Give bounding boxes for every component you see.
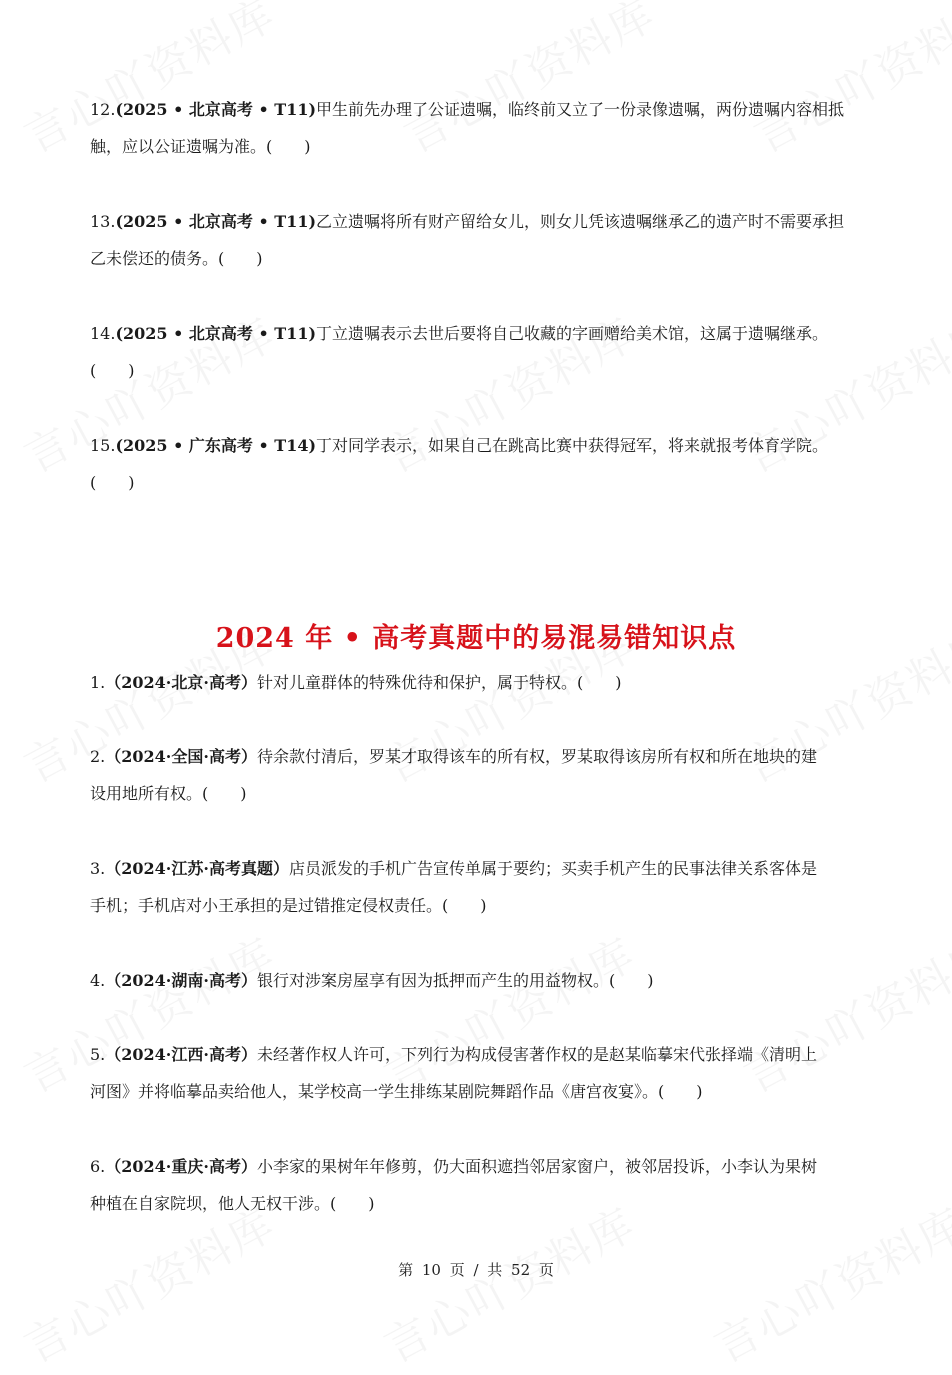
question-text: 丁立遗嘱表示去世后要将自己收藏的字画赠给美术馆，这属于遗嘱继承。	[316, 324, 829, 343]
question-source: (2025 • 北京高考 • T11)	[115, 324, 317, 343]
question-number: 14.	[90, 324, 116, 343]
question-number: 3.	[90, 859, 106, 878]
question-text: 未经著作权人许可，下列行为构成侵害著作权的是赵某临摹宋代张择端《清明上	[256, 1045, 817, 1064]
question-item	[90, 1148, 850, 1222]
question-number: 5.	[90, 1045, 106, 1064]
question-number: 12.	[90, 100, 116, 119]
question-source: (2025 • 广东高考 • T14)	[115, 436, 317, 455]
question-text: 针对儿童群体的特殊优待和保护，属于特权。( )	[256, 673, 622, 692]
question-text: 小李家的果树年年修剪，仍大面积遮挡邻居家窗户，被邻居投诉，小李认为果树	[256, 1157, 817, 1176]
question-text: 种植在自家院坝，他人无权干涉。( )	[90, 1194, 375, 1213]
question-item	[90, 738, 850, 812]
question-item	[90, 315, 850, 389]
question-source: （2024·全国·高考）	[105, 747, 257, 766]
question-item	[90, 1036, 850, 1110]
question-number: 13.	[90, 212, 116, 231]
question-number: 4.	[90, 971, 106, 990]
question-text: 甲生前先办理了公证遗嘱，临终前又立了一份录像遗嘱，两份遗嘱内容相抵	[316, 100, 845, 119]
question-number: 2.	[90, 747, 106, 766]
question-text: 待余款付清后，罗某才取得该车的所有权，罗某取得该房所有权和所在地块的建	[256, 747, 817, 766]
section-title: 2024 年 • 高考真题中的易混易错知识点	[215, 623, 737, 654]
question-source: (2025 • 北京高考 • T11)	[115, 100, 317, 119]
question-item	[90, 850, 850, 924]
question-source: （2024·北京·高考）	[105, 673, 257, 692]
question-source: （2024·重庆·高考）	[105, 1157, 257, 1176]
question-text: 河图》并将临摹品卖给他人，某学校高一学生排练某剧院舞蹈作品《唐宫夜宴》。( )	[90, 1082, 703, 1101]
question-item	[90, 203, 850, 277]
question-item	[90, 427, 850, 501]
question-source: （2024·江苏·高考真题）	[105, 859, 289, 878]
question-text: 触，应以公证遗嘱为准。( )	[90, 137, 311, 156]
question-text: ( )	[90, 473, 135, 492]
question-text: 设用地所有权。( )	[90, 784, 247, 803]
question-source: （2024·江西·高考）	[105, 1045, 257, 1064]
question-text: 手机；手机店对小王承担的是过错推定侵权责任。( )	[90, 896, 487, 915]
question-number: 6.	[90, 1157, 106, 1176]
page-footer: 第 10 页 / 共 52 页	[398, 1261, 554, 1279]
question-text: 乙未偿还的债务。( )	[90, 249, 263, 268]
question-text: 店员派发的手机广告宣传单属于要约；买卖手机产生的民事法律关系客体是	[288, 859, 817, 878]
question-text: 银行对涉案房屋享有因为抵押而产生的用益物权。( )	[256, 971, 654, 990]
question-text: 丁对同学表示，如果自己在跳高比赛中获得冠军，将来就报考体育学院。	[316, 436, 829, 455]
question-number: 15.	[90, 436, 116, 455]
question-text: ( )	[90, 361, 135, 380]
question-source: （2024·湖南·高考）	[105, 971, 257, 990]
question-item	[90, 91, 850, 165]
question-item	[90, 664, 850, 701]
question-number: 1.	[90, 673, 106, 692]
question-text: 乙立遗嘱将所有财产留给女儿，则女儿凭该遗嘱继承乙的遗产时不需要承担	[316, 212, 845, 231]
question-item	[90, 962, 850, 999]
question-source: (2025 • 北京高考 • T11)	[115, 212, 317, 231]
